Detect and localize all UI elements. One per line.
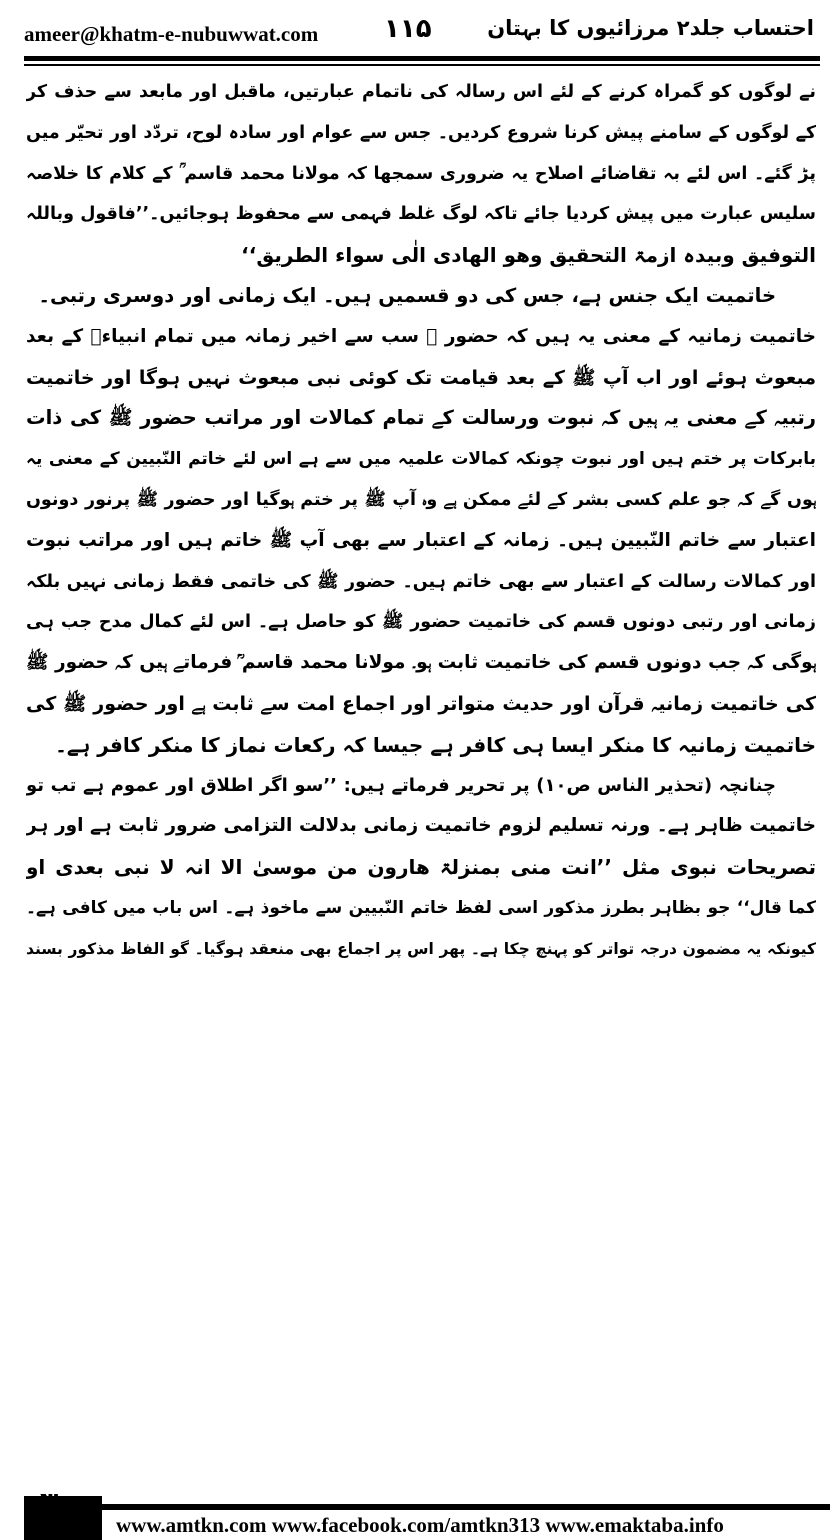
text-line: خاتمیت ظاہر ہے۔ ورنہ تسلیم لزوم خاتمیت زمانی بدلالت التزامی ضرور ثابت ہے اور ہر [26,815,816,837]
text-line: خاتمیت زمانیہ کے معنی یہ ہیں کہ حضور ﷺ سب سے اخیر زمانہ میں تمام انبیاءؑ کے بعد [26,325,816,347]
text-line: اور کمالات رسالت کے اعتبار سے بھی خاتم ہیں۔ حضور ﷺ کی خاتمی فقط زمانی نہیں بلکہ [26,571,816,592]
text-line: بابرکات پر ختم ہیں اور نبوت چونکہ کمالات علمیہ میں سے ہے اس لئے خاتم النّبیین کے معنی یہ [26,449,816,470]
text-line: چنانچہ (تحذیر الناس ص۱۰) پر تحریر فرماتے ہیں: ’’سو اگر اطلاق اور عموم ہے تب تو [26,774,776,796]
text-line: خاتمیت ایک جنس ہے، جس کی دو قسمیں ہیں۔ ایک زمانی اور دوسری رتبی۔ [38,283,776,307]
header-rule-thin [24,64,820,66]
text-line: زمانی اور رتبی دونوں قسم کی خاتمیت حضور ﷺ کو حاصل ہے۔ اس لئے کمال مدح جب ہی [26,612,816,633]
text-line: کیونکہ یہ مضمون درجہ تواتر کو پہنچ چکا ہے۔ پھر اس پر اجماع بھی منعقد ہوگیا۔ گو الفاظ مذکور بسند [26,939,816,958]
text-line: خاتمیت زمانیہ کا منکر ایسا ہی کافر ہے جیسا کہ رکعات نماز کا منکر کافر ہے۔ [55,732,816,757]
page-header [0,0,840,56]
text-line: مبعوث ہوئے اور اب آپ ﷺ کے بعد قیامت تک کوئی نبی مبعوث نہیں ہوگا اور خاتمیت [26,366,816,389]
footer-rule [100,1504,830,1510]
text-line: رتبیہ کے معنی یہ ہیں کہ نبوت ورسالت کے تمام کمالات اور مراتب حضور ﷺ کی ذات [26,406,816,430]
text-line: التوفیق وبیدہ ازمۃ التحقیق وھو الھادی الٰی سواء الطریق‘‘ [241,243,816,268]
body-text [26,72,816,970]
text-line: نے لوگوں کو گمراہ کرنے کے لئے اس رسالہ کی ناتمام عبارتیں، ماقبل اور مابعد سے حذف کر [26,82,816,102]
text-line: ہوں گے کہ جو علم کسی بشر کے لئے ممکن ہے وہ آپ ﷺ پر ختم ہوگیا اور حضور ﷺ پرنور دونوں [26,489,816,510]
text-line: اعتبار سے خاتم النّبیین ہیں۔ زمانہ کے اعتبار سے بھی آپ ﷺ خاتم ہیں اور مراتب نبوت [26,529,816,551]
text-line: کی خاتمیت زمانیہ قرآن اور حدیث متواتر اور اجماع امت سے ثابت ہے اور حضور ﷺ کی [26,692,816,715]
text-line: پڑ گئے۔ اس لئے بہ تقاضائے اصلاح یہ ضروری سمجھا کہ مولانا محمد قاسم ؒ کے کلام کا خلاصہ [26,163,816,184]
header-rule [24,56,820,61]
text-line: تصریحات نبوی مثل ’’انت منی بمنزلۃ ھارون من موسیٰ الا انہ لا نبی بعدی او [26,855,816,880]
text-line: سلیس عبارت میں پیش کردیا جائے تاکہ لوگ غلط فہمی سے محفوظ ہوجائیں۔’’فاقول وباللہ [26,204,816,225]
footer-page-number: ۳ [40,1486,59,1521]
footer-urls: www.amtkn.com www.facebook.com/amtkn313 www.emaktaba.info [116,1513,724,1537]
header-book-title: احتساب جلد۲ مرزائیوں کا بہتان [487,16,814,40]
text-line: کما قال‘‘ جو بظاہر بطرز مذکور اسی لفظ خاتم النّبیین سے ماخوذ ہے۔ اس باب میں کافی ہے۔ [26,897,816,918]
page-footer [0,1478,840,1540]
footer-page-box [24,1496,102,1540]
text-line: ہوگی کہ جب دونوں قسم کی خاتمیت ثابت ہو۔ مولانا محمد قاسم ؒ فرماتے ہیں کہ حضور ﷺ [26,652,816,674]
header-page-number: ۱۱۵ [384,14,432,44]
text-line: کے لوگوں کے سامنے پیش کرنا شروع کردیں۔ جس سے عوام اور سادہ لوح، تردّد اور تحیّر میں [26,122,816,143]
header-email: ameer@khatm-e-nubuwwat.com [24,22,319,46]
